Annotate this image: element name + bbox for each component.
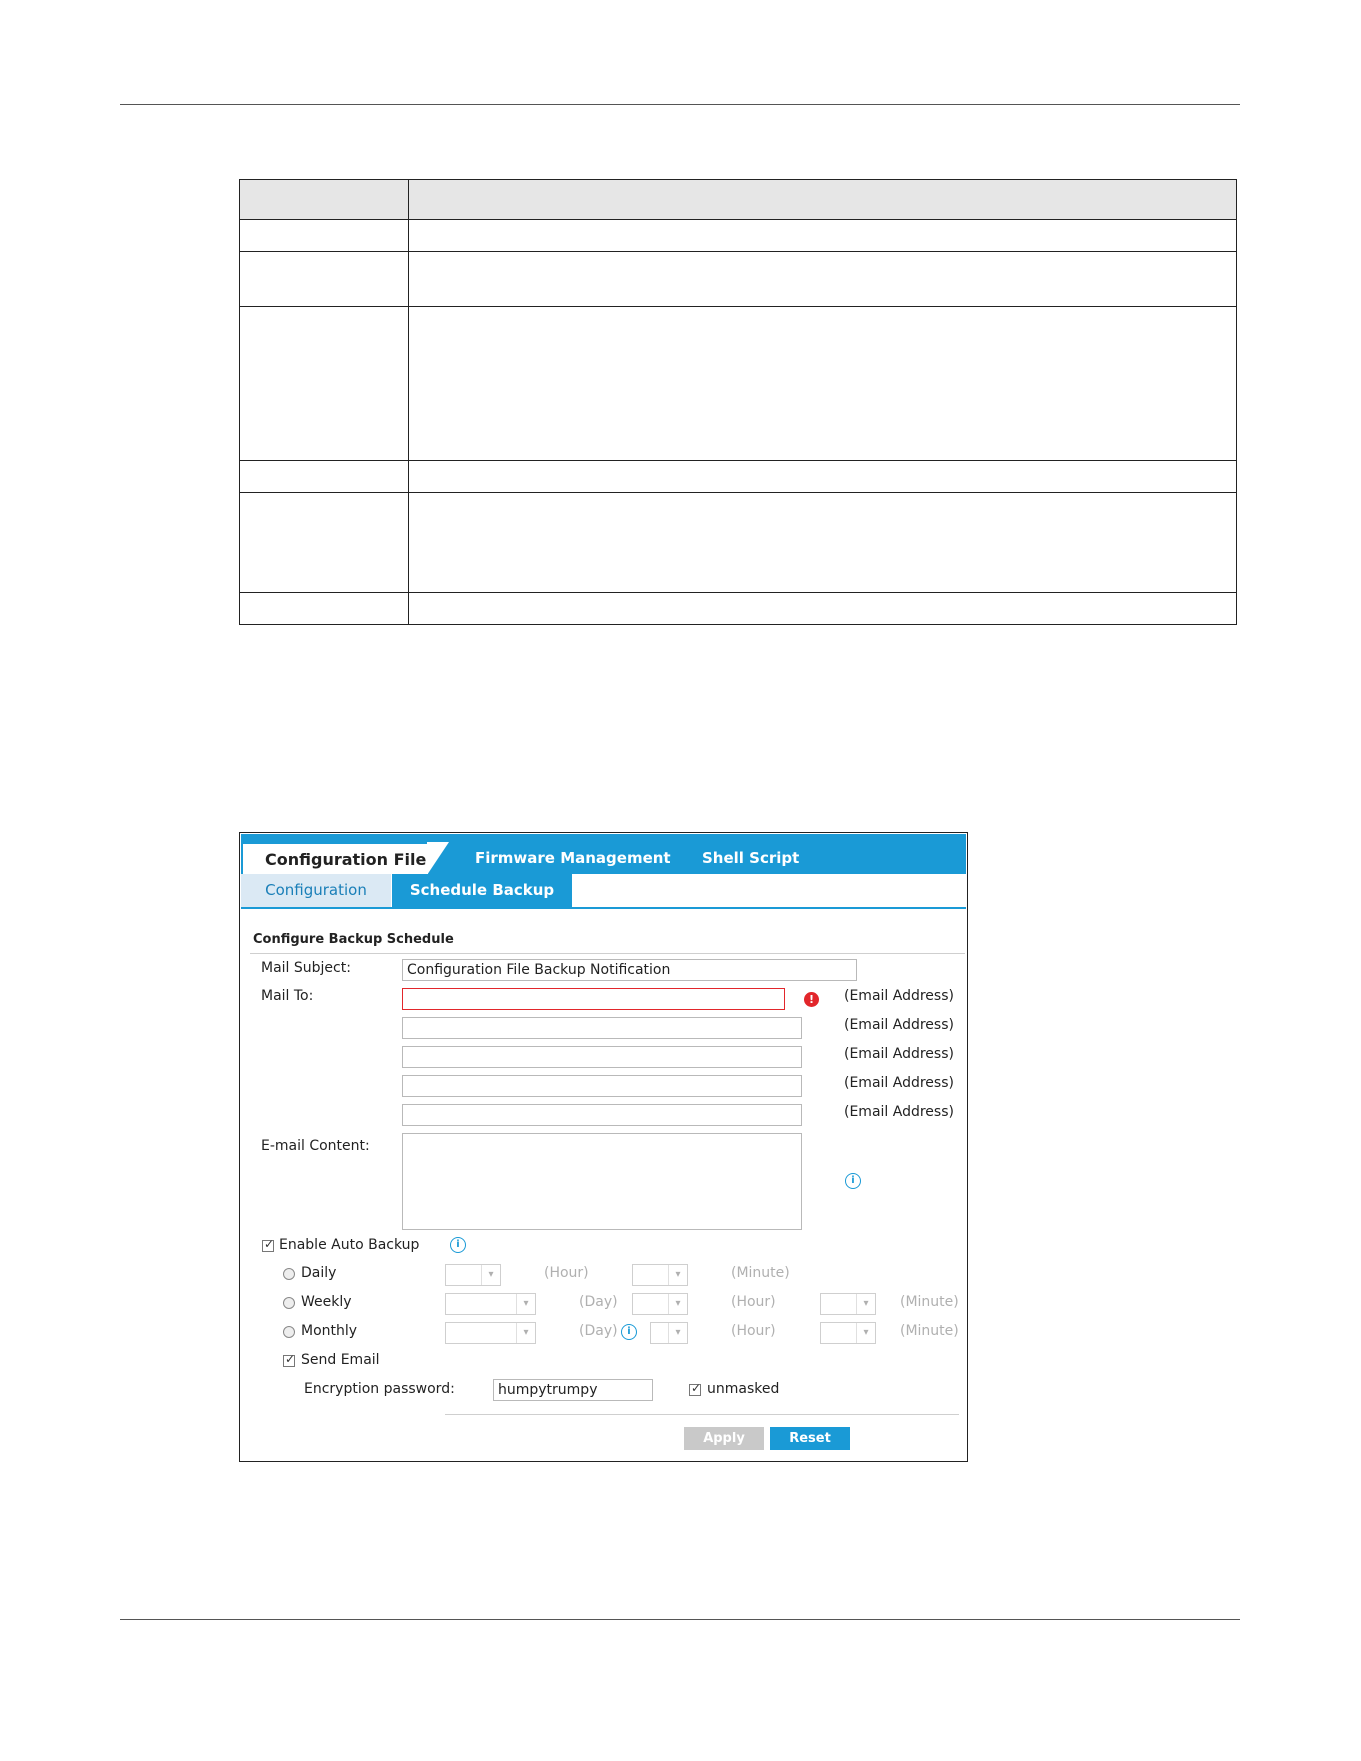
tab-notch [427, 842, 449, 875]
enable-auto-backup-label: Enable Auto Backup [279, 1237, 420, 1253]
daily-label: Daily [301, 1265, 337, 1281]
email-address-hint: (Email Address) [844, 1075, 954, 1091]
chevron-down-icon: ▾ [668, 1323, 687, 1343]
reset-button[interactable]: Reset [770, 1427, 850, 1450]
email-address-hint: (Email Address) [844, 1104, 954, 1120]
weekly-radio[interactable] [283, 1297, 295, 1309]
table-row [240, 252, 1237, 307]
mail-to-input-5[interactable] [402, 1104, 802, 1126]
table-row [240, 461, 1237, 493]
mail-to-input-2[interactable] [402, 1017, 802, 1039]
monthly-label: Monthly [301, 1323, 358, 1339]
weekly-hour-select[interactable] [632, 1293, 688, 1315]
chevron-down-icon: ▾ [481, 1265, 500, 1285]
day-hint: (Day) [579, 1294, 618, 1310]
daily-radio[interactable] [283, 1268, 295, 1280]
error-icon: ! [804, 992, 819, 1007]
chevron-down-icon: ▾ [668, 1294, 687, 1314]
enable-auto-backup-checkbox[interactable]: ✓ [264, 1237, 275, 1251]
weekly-day-select[interactable] [445, 1293, 536, 1315]
unmasked-label: unmasked [707, 1381, 780, 1397]
monthly-radio[interactable] [283, 1326, 295, 1338]
send-email-label: Send Email [301, 1352, 380, 1368]
info-icon[interactable]: i [845, 1173, 861, 1189]
schedule-backup-screenshot [239, 832, 968, 1462]
tab-firmware-management[interactable]: Firmware Management [475, 849, 671, 867]
info-icon[interactable]: i [621, 1324, 637, 1340]
main-tab-bar [241, 834, 966, 874]
page-header-rule [120, 104, 1240, 105]
table-row [240, 220, 1237, 252]
minute-hint: (Minute) [900, 1294, 959, 1310]
chevron-down-icon: ▾ [516, 1294, 535, 1314]
apply-button[interactable]: Apply [684, 1427, 764, 1450]
monthly-minute-select[interactable] [820, 1322, 876, 1344]
chevron-down-icon: ▾ [668, 1265, 687, 1285]
email-address-hint: (Email Address) [844, 1017, 954, 1033]
weekly-minute-select[interactable] [820, 1293, 876, 1315]
hour-hint: (Hour) [731, 1323, 776, 1339]
chevron-down-icon: ▾ [856, 1294, 875, 1314]
mail-subject-input[interactable] [402, 959, 857, 981]
page-footer-rule [120, 1619, 1240, 1620]
mail-to-input-4[interactable] [402, 1075, 802, 1097]
mail-to-input-1[interactable] [402, 988, 785, 1010]
table-row [240, 593, 1237, 625]
subtab-configuration[interactable]: Configuration [241, 874, 391, 907]
chevron-down-icon: ▾ [516, 1323, 535, 1343]
tab-configuration-file[interactable]: Configuration File [243, 842, 428, 875]
email-address-hint: (Email Address) [844, 988, 954, 1004]
table-row [240, 307, 1237, 461]
section-divider [250, 953, 965, 954]
send-email-checkbox[interactable]: ✓ [285, 1352, 296, 1366]
email-content-label: E-mail Content: [261, 1138, 370, 1154]
mail-subject-label: Mail Subject: [261, 960, 351, 976]
unmasked-checkbox[interactable]: ✓ [691, 1381, 702, 1395]
table-row [240, 493, 1237, 593]
minute-hint: (Minute) [731, 1265, 790, 1281]
monthly-day-select[interactable] [445, 1322, 536, 1344]
section-title: Configure Backup Schedule [253, 932, 454, 947]
email-content-textarea[interactable] [402, 1133, 802, 1230]
chevron-down-icon: ▾ [856, 1323, 875, 1343]
sub-tab-bar [241, 874, 966, 909]
weekly-label: Weekly [301, 1294, 352, 1310]
subtab-schedule-backup[interactable]: Schedule Backup [392, 874, 572, 907]
table-header-row [240, 180, 1237, 220]
encryption-password-label: Encryption password: [304, 1381, 455, 1397]
hour-hint: (Hour) [731, 1294, 776, 1310]
hour-hint: (Hour) [544, 1265, 589, 1281]
day-hint: (Day) [579, 1323, 618, 1339]
minute-hint: (Minute) [900, 1323, 959, 1339]
form-divider [445, 1414, 959, 1415]
daily-hour-select[interactable] [445, 1264, 501, 1286]
daily-minute-select[interactable] [632, 1264, 688, 1286]
email-address-hint: (Email Address) [844, 1046, 954, 1062]
mail-to-input-3[interactable] [402, 1046, 802, 1068]
encryption-password-input[interactable] [493, 1379, 653, 1401]
document-table [239, 179, 1237, 625]
monthly-hour-select[interactable] [650, 1322, 688, 1344]
mail-to-label: Mail To: [261, 988, 314, 1004]
info-icon[interactable]: i [450, 1237, 466, 1253]
tab-shell-script[interactable]: Shell Script [702, 849, 800, 867]
